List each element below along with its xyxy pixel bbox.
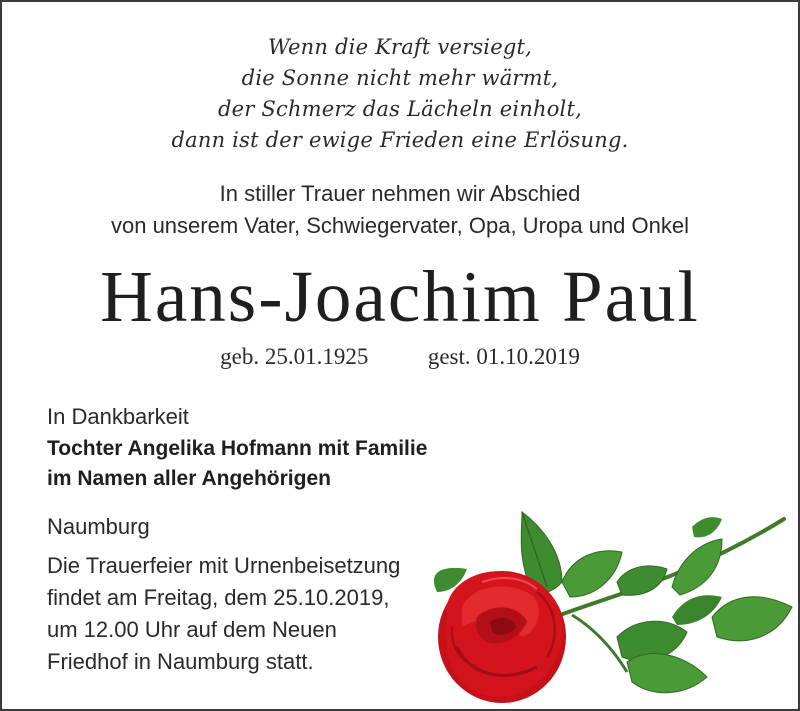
deceased-name: Hans-Joachim Paul — [100, 256, 700, 337]
service-line: Friedhof in Naumburg statt. — [47, 649, 314, 674]
birth-date: geb. 25.01.1925 — [220, 344, 369, 369]
death-date: gest. 01.10.2019 — [427, 344, 580, 369]
poem-line: die Sonne nicht mehr wärmt, — [241, 66, 559, 90]
life-dates — [2, 342, 798, 372]
service-line: um 12.00 Uhr auf dem Neuen — [47, 617, 337, 642]
poem-line: Wenn die Kraft versiegt, — [267, 35, 533, 59]
poem — [2, 32, 798, 156]
mourner-line: Tochter Angelika Hofmann mit Familie — [47, 437, 428, 460]
funeral-service-info — [47, 550, 400, 678]
gratitude-label: In Dankbarkeit — [47, 404, 189, 429]
location: Naumburg — [47, 514, 150, 539]
mourner-line: im Namen aller Angehörigen — [47, 467, 331, 490]
farewell-intro — [2, 178, 798, 242]
intro-line: von unserem Vater, Schwiegervater, Opa, Uropa und Onkel — [110, 213, 689, 238]
service-line: Die Trauerfeier mit Urnenbeisetzung — [47, 553, 401, 578]
intro-line: In stiller Trauer nehmen wir Abschied — [219, 181, 581, 206]
service-line: findet am Freitag, dem 25.10.2019, — [47, 585, 390, 610]
poem-line: dann ist der ewige Frieden eine Erlösung. — [171, 128, 629, 152]
poem-line: der Schmerz das Lächeln einholt, — [218, 97, 582, 121]
rose-icon — [422, 497, 798, 709]
